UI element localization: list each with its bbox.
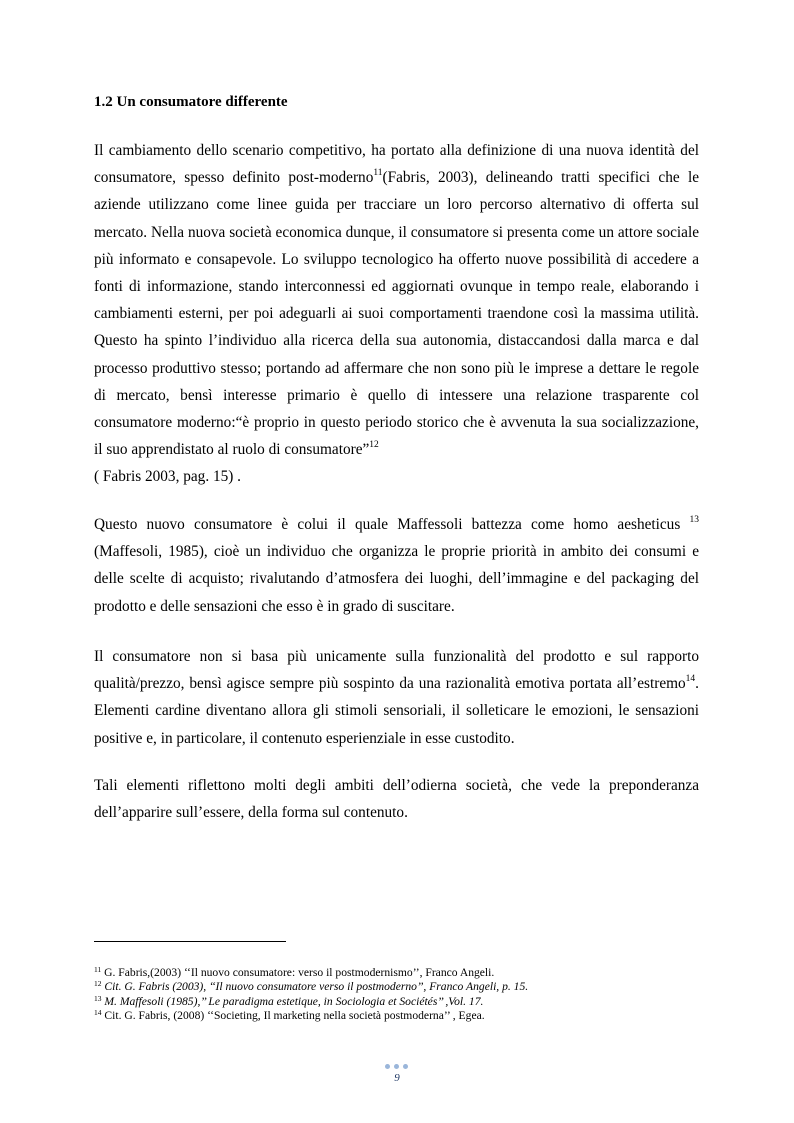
footnote-ref-12: 12 xyxy=(369,440,379,451)
footnote-text: M. Maffesoli (1985),’’ Le paradigma estetique, in Sociologia et Sociétés’’ ,Vol. 17. xyxy=(101,994,484,1008)
paragraph-3-text-b: . Elementi cardine diventano allora gli stimoli sensoriali, il solleticare le emozioni, le sensazioni positive e, in particolare, il contenuto esperienziale in esse custodito. xyxy=(94,675,699,747)
paragraph-1-text-a: Il cambiamento dello scenario competitivo, ha portato alla definizione di una nuova identità del consumatore, spesso definito post-moderno xyxy=(94,142,699,187)
footnote-text: G. Fabris,(2003) ‘‘Il nuovo consumatore: verso il postmodernismo’’, Franco Angeli. xyxy=(101,966,495,979)
footnote-14 xyxy=(94,1009,704,1023)
footnote-ref-11: 11 xyxy=(373,168,383,179)
dot-icon xyxy=(394,1064,399,1069)
footnote-number: 11 xyxy=(94,965,102,974)
footnote-text: Cit. G. Fabris (2003), ‘‘Il nuovo consumatore verso il postmoderno’’, Franco Angeli, p. 15. xyxy=(101,980,529,994)
paragraph-3 xyxy=(94,643,699,752)
page-number: 9 xyxy=(394,1072,400,1084)
footnote-text: Cit. G. Fabris, (2008) ‘‘Societing, Il marketing nella società postmoderna’’ , Egea. xyxy=(101,1008,485,1022)
footnote-11 xyxy=(94,966,704,980)
paragraph-1-text-b: (Fabris, 2003), delineando tratti specifici che le aziende utilizzano come linee guida per tracciare un loro percorso alternativo di offerta sul mercato. Nella nuova società economica dunque, il consumatore si presenta come un attore sociale più informato e consapevole. Lo sviluppo tecnologico ha offerto nuove possibilità di accedere a fonti di informazione, stando interconnessi ed aggiornati ovunque in tempo reale, elaborando i cambiamenti esterni, per poi adeguarli ai suoi comportamenti traendone così la massima utilità. Questo ha spinto l’individuo alla ricerca della sua autonomia, distaccandosi dalla marca e dal processo produttivo stesso; portando ad affermare che non sono più le imprese a dettare le regole di mercato, bensì interesse primario è quello di intessere una relazione trasparente col consumatore moderno:“è proprio in questo periodo storico che è avvenuta la sua socializzazione, il suo apprendistato al ruolo di consumatore” xyxy=(94,169,699,459)
paragraph-3-text-a: Il consumatore non si basa più unicamente sulla funzionalità del prodotto e sul rapporto qualità/prezzo, bensì agisce sempre più sospinto da una razionalità emotiva portata all’estremo xyxy=(94,648,699,693)
paragraph-2 xyxy=(94,511,699,620)
page-ornament-dots-icon xyxy=(385,1064,409,1070)
footnote-number: 14 xyxy=(94,1007,102,1017)
section-heading: 1.2 Un consumatore differente xyxy=(94,94,288,110)
paragraph-1-text-c: ( Fabris 2003, pag. 15) . xyxy=(94,468,242,486)
dot-icon xyxy=(403,1064,408,1069)
footnote-separator xyxy=(94,941,286,942)
footnote-13 xyxy=(94,995,704,1009)
footnote-ref-14: 14 xyxy=(685,674,696,685)
footnotes xyxy=(94,966,704,1023)
footnote-number: 13 xyxy=(94,993,102,1003)
footnote-ref-13: 13 xyxy=(689,515,699,525)
footnote-12 xyxy=(94,980,704,994)
paragraph-2-text-b: (Maffesoli, 1985), cioè un individuo che organizza le proprie priorità in ambito dei consumi e delle scelte di acquisto; rivalutando d’atmosfera dei luoghi, dell’immagine e del packaging del prodotto e delle sensazioni che esso è in grado di suscitare. xyxy=(94,543,699,615)
paragraph-1 xyxy=(94,137,699,491)
footnote-number: 12 xyxy=(94,979,102,989)
dot-icon xyxy=(385,1064,390,1069)
paragraph-2-text-a: Questo nuovo consumatore è colui il quale Maffessoli battezza come homo aesheticus xyxy=(94,516,690,533)
paragraph-4: Tali elementi riflettono molti degli ambiti dell’odierna società, che vede la preponderanza dell’apparire sull’essere, della forma sul contenuto. xyxy=(94,777,699,822)
